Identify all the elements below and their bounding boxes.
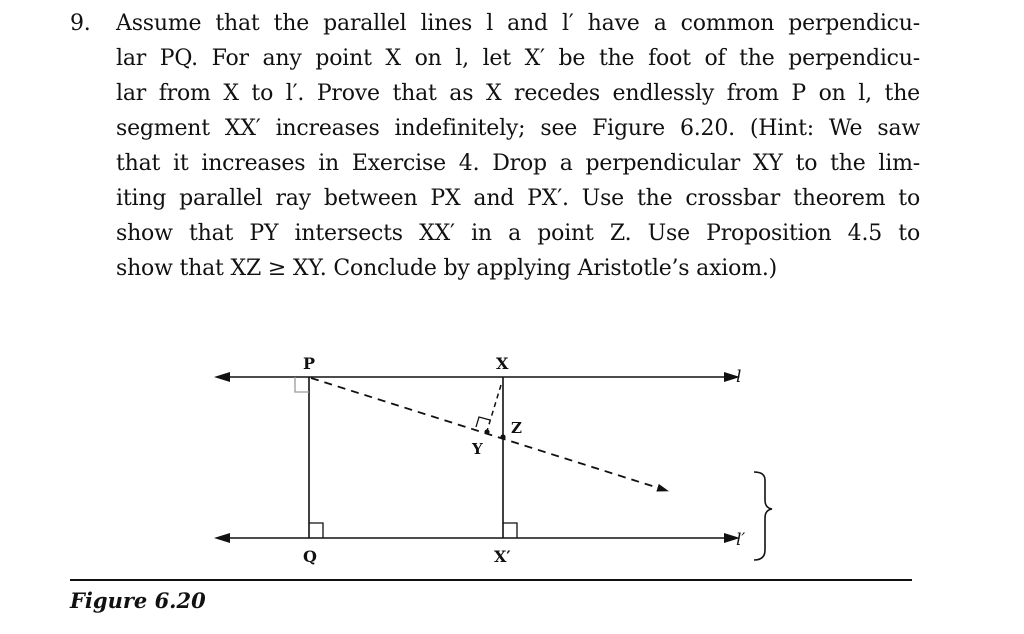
exercise-line-2: lar PQ. For any point X on l, let X′ be the foot of the perpendicu-: [116, 46, 920, 71]
label-q: Q: [303, 547, 317, 566]
point-y: [484, 429, 489, 434]
right-angle-x-prime: [503, 523, 517, 538]
limiting-parallel-ray: [311, 378, 668, 491]
label-p: P: [303, 354, 316, 373]
line-l-arrow-left: [214, 372, 230, 382]
point-z: [500, 434, 505, 439]
exercise-line-4: segment XX′ increases indefinitely; see Figure 6.20. (Hint: We saw: [116, 116, 920, 141]
segment-xy: [487, 385, 501, 431]
label-x-prime: X′: [494, 547, 511, 566]
label-z: Z: [511, 419, 522, 437]
line-l-prime-arrow-left: [214, 533, 230, 543]
exercise-text-1: Assume that the parallel lines l and l′ have a common perpendicu-: [116, 11, 920, 36]
exercise-line-7: show that PY intersects XX′ in a point Z. Use Proposition 4.5 to: [116, 221, 920, 246]
figure-caption: Figure 6.20: [70, 588, 206, 613]
label-y: Y: [472, 440, 483, 458]
label-l-prime: l′: [736, 530, 746, 550]
figure-divider: [70, 579, 912, 581]
exercise-line-5: that it increases in Exercise 4. Drop a perpendicular XY to the lim-: [116, 151, 920, 176]
exercise-line-8: show that XZ ≥ XY. Conclude by applying Aristotle’s axiom.): [116, 256, 778, 281]
right-angle-q: [309, 523, 323, 538]
label-x: X: [496, 354, 509, 373]
right-angle-y: [476, 417, 490, 427]
label-l: l: [736, 367, 742, 387]
right-brace-icon: [754, 472, 772, 560]
exercise-line-6: iting parallel ray between PX and PX′. Use the crossbar theorem to: [116, 186, 920, 211]
right-angle-p: [295, 377, 309, 392]
exercise-number: 9.: [70, 11, 91, 36]
exercise-line-3: lar from X to l′. Prove that as X recedes endlessly from P on l, the: [116, 81, 920, 106]
